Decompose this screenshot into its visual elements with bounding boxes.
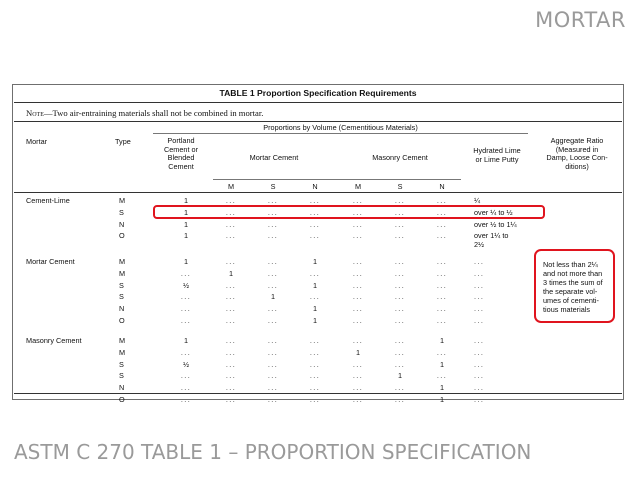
- cell-mortar-cement: ...: [225, 304, 237, 314]
- cell-masonry-cement: 1: [355, 347, 361, 357]
- cell-lime: ...: [474, 336, 485, 345]
- header-bottom-rule: [14, 192, 622, 193]
- row-type: M: [119, 257, 126, 266]
- cell-lime: over ¼ to ½: [474, 207, 513, 217]
- cell-lime: ¼: [474, 196, 481, 205]
- row-type: S: [119, 359, 124, 369]
- cell-masonry-cement: ...: [394, 359, 406, 369]
- cell-masonry-cement: ...: [394, 257, 406, 266]
- cell-portland: ½: [182, 359, 190, 369]
- row-type: N: [119, 304, 125, 314]
- cell-lime: ...: [474, 292, 485, 302]
- row-type: O: [119, 231, 125, 241]
- cell-masonry-cement: ...: [352, 207, 364, 217]
- cell-mortar-cement: ...: [267, 359, 279, 369]
- cell-masonry-cement: ...: [352, 371, 364, 381]
- cell-masonry-cement: ...: [436, 257, 448, 266]
- cell-masonry-cement: 1: [439, 395, 445, 404]
- row-type: N: [119, 383, 125, 393]
- cell-masonry-cement: ...: [436, 219, 448, 229]
- row-type: M: [119, 347, 126, 357]
- subheader-mc-n: N: [312, 182, 318, 191]
- cell-mortar-cement: ...: [267, 219, 279, 229]
- cell-lime: over 1¼ to: [474, 231, 509, 241]
- cell-portland: ...: [180, 371, 192, 381]
- cell-masonry-cement: ...: [394, 231, 406, 241]
- note-head: Note: [26, 108, 44, 118]
- cell-mortar-cement: 1: [312, 316, 318, 325]
- aggregate-note: Not less than 2¼ and not more than 3 times the sum of the separate vol- umes of cementi- tious materials: [543, 260, 603, 314]
- cell-masonry-cement: ...: [436, 347, 448, 357]
- cell-mortar-cement: ...: [225, 359, 237, 369]
- cell-mortar-cement: ...: [267, 347, 279, 357]
- cell-mortar-cement: ...: [309, 219, 321, 229]
- cell-portland: 1: [183, 231, 189, 241]
- cell-mortar-cement: ...: [225, 316, 237, 325]
- cell-lime: ...: [474, 257, 485, 266]
- cell-mortar-cement: ...: [267, 395, 279, 404]
- cell-portland: ½: [182, 280, 190, 290]
- cell-mortar-cement: ...: [267, 207, 279, 217]
- cell-portland: ...: [180, 383, 192, 393]
- cell-mortar-cement: 1: [228, 268, 234, 278]
- table-title: TABLE 1 Proportion Specification Requirements: [219, 88, 417, 98]
- cell-masonry-cement: ...: [436, 231, 448, 241]
- cell-masonry-cement: ...: [394, 304, 406, 314]
- subheader-msc-n: N: [439, 182, 445, 191]
- row-type: N: [119, 219, 125, 229]
- cell-lime: ...: [474, 316, 485, 325]
- cell-masonry-cement: ...: [436, 268, 448, 278]
- cell-portland: ...: [180, 347, 192, 357]
- group-label: Mortar Cement: [26, 257, 75, 266]
- cell-lime: ...: [474, 268, 485, 278]
- note-text: —Two air-entraining materials shall not be combined in mortar.: [43, 108, 264, 118]
- cell-mortar-cement: ...: [309, 292, 321, 302]
- cell-masonry-cement: ...: [436, 316, 448, 325]
- title-rule: [14, 102, 622, 103]
- highlight-type-s-row: [153, 205, 545, 219]
- cell-mortar-cement: ...: [267, 231, 279, 241]
- cell-lime: ...: [474, 371, 485, 381]
- cell-portland: ...: [180, 304, 192, 314]
- cell-lime: over ½ to 1¼: [474, 219, 517, 229]
- cell-mortar-cement: ...: [309, 231, 321, 241]
- cell-masonry-cement: ...: [394, 207, 406, 217]
- header-mortar-cement: Mortar Cement: [249, 153, 299, 162]
- cell-lime: ...: [474, 347, 485, 357]
- cell-masonry-cement: ...: [352, 292, 364, 302]
- cell-portland: 1: [183, 196, 189, 205]
- cell-lime: ...: [474, 280, 485, 290]
- cell-masonry-cement: ...: [394, 196, 406, 205]
- cell-masonry-cement: ...: [352, 196, 364, 205]
- cell-mortar-cement: ...: [309, 359, 321, 369]
- row-type: M: [119, 336, 126, 345]
- header-mortar: Mortar: [26, 137, 48, 146]
- subheader-mc-m: M: [227, 182, 235, 191]
- cell-portland: ...: [180, 395, 192, 404]
- row-type: S: [119, 371, 124, 381]
- cell-mortar-cement: ...: [267, 383, 279, 393]
- cell-portland: 1: [183, 207, 189, 217]
- cell-masonry-cement: ...: [394, 347, 406, 357]
- cell-masonry-cement: ...: [394, 336, 406, 345]
- cell-portland: ...: [180, 268, 192, 278]
- row-type: M: [119, 196, 126, 205]
- cell-masonry-cement: ...: [394, 292, 406, 302]
- cell-mortar-cement: ...: [225, 257, 237, 266]
- group-header-rule: [153, 133, 528, 134]
- cell-masonry-cement: ...: [436, 292, 448, 302]
- cell-mortar-cement: ...: [309, 336, 321, 345]
- header-aggregate: Aggregate Ratio (Measured in Damp, Loose Con- ditions): [546, 136, 608, 171]
- cell-masonry-cement: ...: [352, 219, 364, 229]
- cell-lime: ...: [474, 395, 485, 404]
- row-type: O: [119, 316, 125, 325]
- cell-masonry-cement: ...: [352, 280, 364, 290]
- row-type: S: [119, 292, 124, 302]
- subheader-msc-m: M: [354, 182, 362, 191]
- cell-masonry-cement: 1: [439, 383, 445, 393]
- cell-portland: 1: [183, 336, 189, 345]
- cell-portland: 1: [183, 257, 189, 266]
- cell-mortar-cement: ...: [225, 280, 237, 290]
- cell-masonry-cement: ...: [394, 316, 406, 325]
- cell-mortar-cement: 1: [312, 304, 318, 314]
- cell-mortar-cement: 1: [312, 257, 318, 266]
- cell-masonry-cement: ...: [352, 316, 364, 325]
- cell-masonry-cement: ...: [352, 231, 364, 241]
- proportion-table: [12, 84, 624, 404]
- cell-lime: ...: [474, 359, 485, 369]
- cell-masonry-cement: ...: [436, 371, 448, 381]
- subheader-rule: [213, 179, 461, 180]
- cell-mortar-cement: ...: [309, 207, 321, 217]
- table-bottom-rule: [14, 393, 622, 394]
- cell-masonry-cement: ...: [436, 280, 448, 290]
- cell-mortar-cement: ...: [267, 336, 279, 345]
- cell-mortar-cement: ...: [225, 371, 237, 381]
- cell-mortar-cement: ...: [309, 268, 321, 278]
- row-type: O: [119, 395, 125, 404]
- header-portland: Portland Cement or Blended Cement: [163, 136, 199, 171]
- subheader-msc-s: S: [397, 182, 403, 191]
- cell-mortar-cement: ...: [267, 304, 279, 314]
- cell-masonry-cement: ...: [394, 383, 406, 393]
- header-top-rule: [14, 121, 622, 122]
- cell-mortar-cement: ...: [225, 196, 237, 205]
- highlight-aggregate-note: [534, 249, 615, 323]
- cell-portland: 1: [183, 219, 189, 229]
- cell-mortar-cement: ...: [309, 371, 321, 381]
- cell-masonry-cement: 1: [397, 371, 403, 381]
- cell-mortar-cement: ...: [225, 347, 237, 357]
- cell-lime: ...: [474, 383, 485, 393]
- cell-mortar-cement: ...: [309, 347, 321, 357]
- cell-masonry-cement: ...: [436, 196, 448, 205]
- cell-masonry-cement: ...: [352, 304, 364, 314]
- cell-masonry-cement: ...: [352, 336, 364, 345]
- cell-mortar-cement: ...: [267, 371, 279, 381]
- header-type: Type: [115, 137, 131, 146]
- cell-mortar-cement: ...: [267, 257, 279, 266]
- cell-portland: ...: [180, 292, 192, 302]
- cell-mortar-cement: ...: [225, 231, 237, 241]
- cell-masonry-cement: 1: [439, 359, 445, 369]
- group-label: Cement-Lime: [26, 196, 70, 205]
- cell-mortar-cement: ...: [225, 336, 237, 345]
- cell-mortar-cement: ...: [225, 207, 237, 217]
- cell-mortar-cement: ...: [309, 395, 321, 404]
- cell-masonry-cement: ...: [352, 383, 364, 393]
- cell-mortar-cement: ...: [267, 268, 279, 278]
- row-type: S: [119, 207, 124, 217]
- cell-masonry-cement: ...: [394, 395, 406, 404]
- subheader-mc-s: S: [270, 182, 276, 191]
- cell-mortar-cement: ...: [267, 280, 279, 290]
- cell-masonry-cement: ...: [352, 257, 364, 266]
- cell-mortar-cement: ...: [267, 316, 279, 325]
- cell-mortar-cement: ...: [225, 292, 237, 302]
- header-masonry-cement: Masonry Cement: [372, 153, 428, 162]
- slide-caption: ASTM C 270 TABLE 1 – PROPORTION SPECIFICATION: [14, 440, 532, 464]
- cell-portland: ...: [180, 316, 192, 325]
- group-label: Masonry Cement: [26, 336, 82, 345]
- cell-mortar-cement: ...: [309, 196, 321, 205]
- cell-mortar-cement: ...: [225, 395, 237, 404]
- cell-masonry-cement: ...: [436, 304, 448, 314]
- cell-masonry-cement: 1: [439, 336, 445, 345]
- cell-mortar-cement: 1: [270, 292, 276, 302]
- header-lime: Hydrated Lime or Lime Putty: [473, 146, 521, 164]
- cell-lime-cont: 2½: [474, 240, 485, 250]
- cell-masonry-cement: ...: [394, 280, 406, 290]
- cell-mortar-cement: 1: [312, 280, 318, 290]
- cell-mortar-cement: ...: [225, 383, 237, 393]
- cell-masonry-cement: ...: [352, 359, 364, 369]
- cell-lime: ...: [474, 304, 485, 314]
- table-note: [26, 108, 263, 118]
- cell-masonry-cement: ...: [436, 207, 448, 217]
- cell-masonry-cement: ...: [352, 268, 364, 278]
- cell-masonry-cement: ...: [394, 268, 406, 278]
- cell-masonry-cement: ...: [352, 395, 364, 404]
- group-header: Proportions by Volume (Cementitious Materials): [263, 123, 418, 132]
- row-type: S: [119, 280, 124, 290]
- cell-mortar-cement: ...: [309, 383, 321, 393]
- cell-masonry-cement: ...: [394, 219, 406, 229]
- corner-label: MORTAR: [535, 8, 626, 32]
- cell-mortar-cement: ...: [225, 219, 237, 229]
- cell-mortar-cement: ...: [267, 196, 279, 205]
- row-type: M: [119, 268, 126, 278]
